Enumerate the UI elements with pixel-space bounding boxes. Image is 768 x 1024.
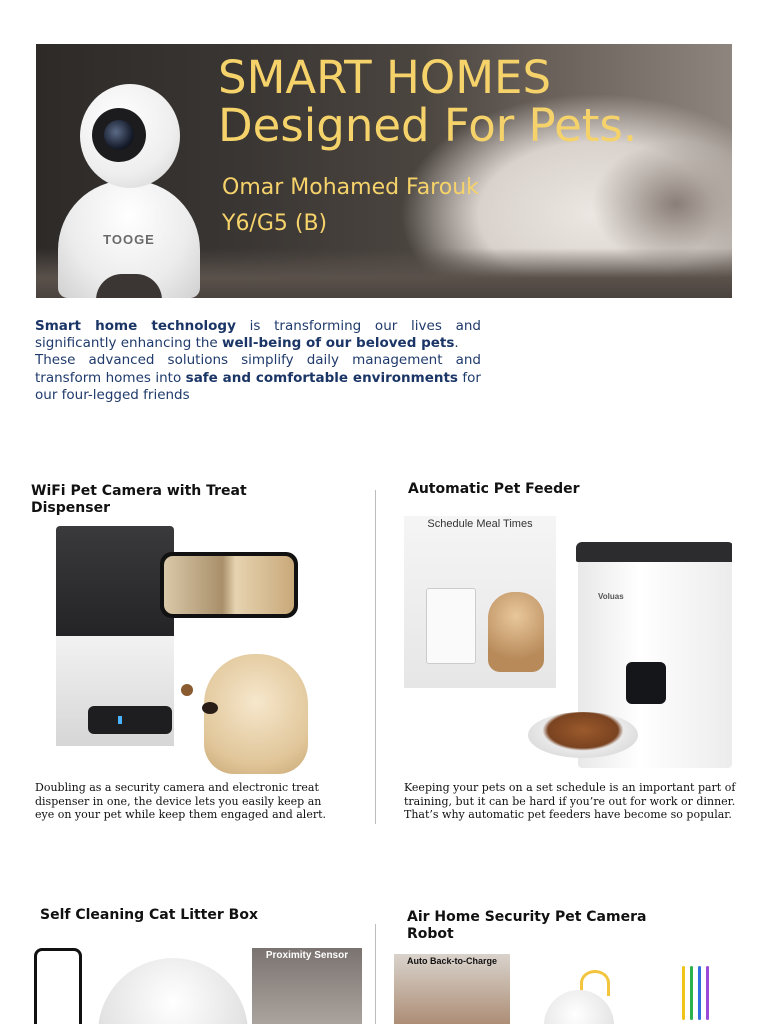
hero-banner — [36, 44, 732, 298]
feeder-lid — [576, 542, 732, 562]
toy-wand — [698, 966, 701, 1020]
column-divider — [375, 490, 376, 824]
proximity-sensor-label: Proximity Sensor — [265, 950, 349, 961]
cat-image — [488, 592, 544, 672]
camera-brand-label: TOOGE — [103, 232, 155, 247]
banner-title-line-1: SMART HOMES — [218, 51, 552, 104]
auto-charge-label: Auto Back-to-Charge — [406, 956, 497, 966]
banner-subtitle — [222, 170, 479, 242]
dog-image — [204, 654, 308, 774]
litter-app-phone — [34, 948, 82, 1024]
automatic-feeder-image — [404, 516, 732, 768]
intro-bold-safe: safe and comfortable environments — [185, 369, 458, 386]
card-title-litter-box: Self Cleaning Cat Litter Box — [40, 907, 258, 923]
toy-wand — [706, 966, 709, 1020]
intro-text-span: for our four-legged friends — [35, 369, 481, 403]
mini-feeder — [426, 588, 476, 664]
toy-wand — [682, 966, 685, 1020]
treat-image — [181, 684, 193, 696]
pet-camera-image — [58, 84, 200, 294]
auto-charge-panel — [394, 954, 510, 1024]
dog-nose — [202, 702, 218, 714]
column-divider — [375, 924, 376, 1024]
card-title-feeder: Automatic Pet Feeder — [408, 481, 580, 497]
intro-text-span: . — [454, 335, 459, 352]
card-title-robot: Air Home Security Pet Camera Robot — [407, 909, 647, 942]
food-bowl — [528, 712, 638, 758]
proximity-sensor-panel — [252, 948, 362, 1024]
phone-image — [160, 552, 298, 618]
dispenser-led — [118, 716, 122, 724]
pet-camera-treat-image — [36, 526, 308, 776]
banner-title-line-2: Designed For Pets. — [218, 99, 638, 152]
intro-paragraph-2 — [35, 352, 481, 404]
camera-lens — [104, 120, 134, 150]
intro-bold-smart-home: Smart home technology — [35, 318, 236, 334]
schedule-label: Schedule Meal Times — [427, 518, 533, 530]
intro-text-span: is transforming our lives and significantly enhancing the — [35, 318, 481, 352]
banner-title — [218, 51, 638, 152]
litter-box-dome — [98, 958, 248, 1024]
banner-author: Omar Mohamed Farouk — [222, 175, 479, 200]
intro-text — [35, 318, 481, 404]
intro-bold-wellbeing: well-being of our beloved pets — [222, 335, 455, 352]
security-robot-image — [394, 954, 732, 1024]
banner-class: Y6/G5 (B) — [222, 211, 328, 236]
dispenser-slot — [88, 706, 172, 734]
card-desc-feeder: Keeping your pets on a set schedule is an important part of training, but it can be hard if you’re out for work or dinner. That’s why automatic pet feeders have become so popular. — [404, 781, 736, 821]
litter-box-image — [34, 948, 362, 1024]
toy-wand — [690, 966, 693, 1020]
feeder-brand: Voluas — [598, 592, 624, 601]
feeder-screen — [626, 662, 666, 704]
intro-paragraph-1 — [35, 318, 481, 352]
schedule-inset — [404, 516, 556, 688]
card-title-pet-camera: WiFi Pet Camera with Treat Dispenser — [31, 483, 247, 516]
phone-screen — [164, 556, 294, 614]
dispenser-top — [56, 526, 174, 636]
card-desc-pet-camera: Doubling as a security camera and electronic treat dispenser in one, the device lets you easily keep an eye on your pet while keep them engaged and alert. — [35, 781, 327, 821]
intro-text-span: These advanced solutions simplify daily management and transform homes into — [35, 352, 481, 386]
